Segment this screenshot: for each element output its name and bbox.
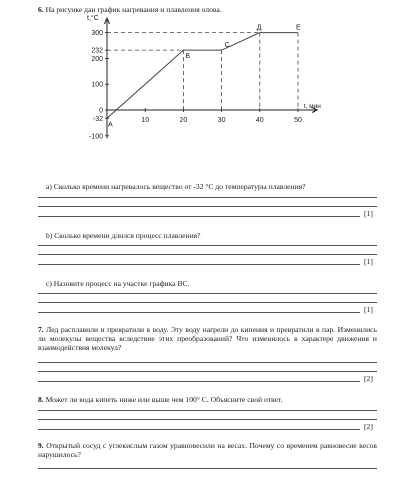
question-7-number: 7. — [38, 325, 44, 334]
question-9-number: 9. — [38, 441, 44, 450]
answer-line[interactable] — [38, 264, 360, 265]
question-7-text: Лед расплавили и превратили в воду. Эту воду нагрели до кипения и превратили в пар. Изменились ли молекулы вещества вследствие этих преобразований? Что изменилось в характере движения и взаимодействия молекул? — [38, 325, 377, 352]
question-6b-text: b) Сколько времени длился процесс плавления? — [46, 231, 201, 240]
y-tick-label: 0 — [99, 107, 103, 115]
answer-line[interactable] — [38, 293, 377, 294]
x-tick-label: 20 — [179, 117, 188, 124]
series-line — [107, 33, 298, 119]
question-6b-mark: [1] — [364, 257, 373, 266]
question-6a-mark: [1] — [364, 209, 373, 218]
point-label-A: A — [108, 121, 113, 129]
y-tick-label: 100 — [91, 81, 103, 89]
question-6c-mark: [1] — [364, 305, 373, 314]
x-tick-label: 40 — [255, 117, 264, 124]
question-8 — [38, 395, 283, 404]
answer-line[interactable] — [38, 312, 360, 313]
question-8-number: 8. — [38, 395, 44, 404]
question-7 — [38, 325, 377, 352]
answer-line[interactable] — [38, 206, 377, 207]
x-tick-label: 10 — [141, 117, 150, 124]
question-8-mark: [2] — [364, 422, 373, 431]
answer-line[interactable] — [38, 371, 377, 372]
question-9-text: Открытый сосуд с углекислым газом уравновесили на весах. Почему со временем равновесие весов нарушилось? — [38, 441, 378, 459]
question-6a-text: а) Сколько времени нагревалось вещество от -32 °С до температуры плавления? — [46, 182, 306, 191]
y-tick-label: 232 — [91, 47, 103, 55]
x-tick-label: 50 — [294, 117, 302, 124]
y-tick-label: -100 — [88, 133, 103, 141]
answer-line[interactable] — [38, 468, 377, 469]
answer-line[interactable] — [38, 419, 377, 420]
heating-melting-chart — [0, 0, 415, 180]
answer-line[interactable] — [38, 362, 377, 363]
question-6c-text: с) Назовите процесс на участке графика ВС. — [46, 279, 190, 288]
answer-line[interactable] — [38, 429, 360, 430]
question-6-title: На рисунке дан график нагревания и плавления олова. — [45, 5, 222, 14]
point-label-Е: Е — [296, 24, 301, 32]
y-tick-label: 300 — [91, 30, 103, 38]
answer-line[interactable] — [38, 245, 377, 246]
answer-line[interactable] — [38, 216, 360, 217]
y-axis-label: t,°C — [87, 15, 99, 22]
y-tick-label: -32 — [92, 115, 103, 123]
x-tick-label: 30 — [217, 117, 226, 124]
question-9 — [38, 441, 377, 459]
answer-line[interactable] — [38, 381, 360, 382]
point-label-Д: Д — [256, 24, 262, 32]
answer-line[interactable] — [38, 410, 377, 411]
answer-line[interactable] — [38, 302, 377, 303]
point-label-B: B — [185, 53, 191, 61]
answer-line[interactable] — [38, 254, 377, 255]
point-label-C: C — [224, 42, 230, 50]
question-6-number: 6. — [38, 5, 44, 14]
answer-line[interactable] — [38, 197, 377, 198]
question-7-mark: [2] — [364, 374, 373, 383]
question-8-text: Может ли вода кипеть ниже или выше чем 100° С. Объясните свой ответ. — [45, 395, 283, 404]
y-tick-label: 200 — [91, 55, 103, 63]
x-axis-label: t, мин — [303, 103, 321, 110]
